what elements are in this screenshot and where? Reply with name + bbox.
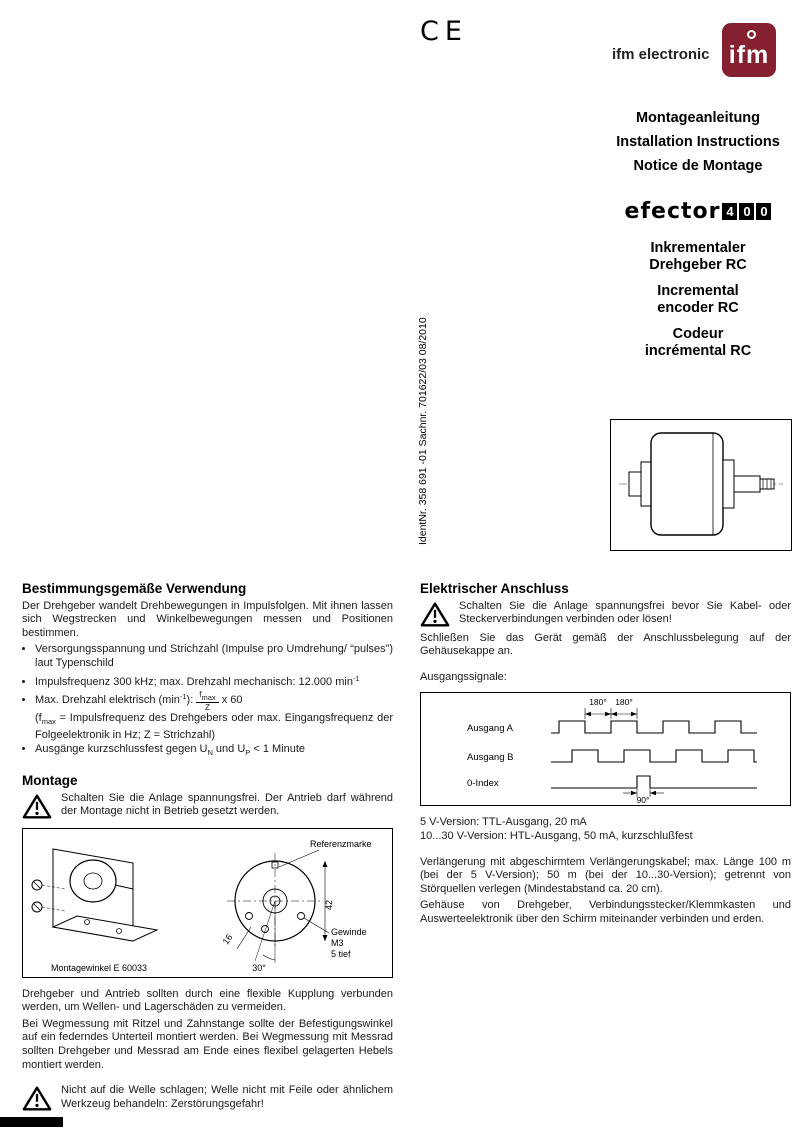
product-name-line: Drehgeber RC	[649, 257, 747, 273]
warning-icon	[22, 1085, 52, 1112]
label-5tief: 5 tief	[331, 948, 351, 959]
ifm-logo-ring-icon	[747, 30, 756, 39]
warning-text: Schalten Sie die Anlage spannungsfrei bevor Sie Kabel- oder Steckerverbindungen verbinden oder lösen!	[459, 599, 791, 626]
title-german: Montageanleitung	[635, 110, 761, 126]
page-corner-mark	[0, 1117, 63, 1127]
product-name-line: Codeur	[672, 326, 724, 342]
label-90: 90°	[636, 795, 650, 806]
product-image-figure	[610, 419, 792, 551]
label-referenzmarke: Referenzmarke	[310, 838, 372, 849]
fraction-fmax-z	[196, 691, 218, 713]
bullet-text: x 60	[221, 694, 243, 707]
bullet-note: = Impulsfrequenz des Drehgebers oder max. Eingangsfrequenz der Folgeelektronik in Hz; Z = Strichzahl)	[35, 712, 393, 741]
efector-logo-digit: 0	[739, 203, 754, 220]
efector-logo	[598, 199, 798, 224]
warning-welle	[22, 1084, 393, 1112]
label-180-right: 180°	[615, 697, 633, 708]
label-m3: M3	[331, 937, 344, 948]
section-title-anschluss: Elektrischer Anschluss	[420, 581, 569, 596]
subscript: max	[201, 692, 216, 702]
label-montagewinkel: Montagewinkel E 60033	[51, 962, 148, 973]
fraction-denominator: Z	[205, 703, 210, 713]
timing-diagram	[421, 693, 790, 805]
bullet-text: < 1 Minute	[250, 743, 306, 756]
bullet-text: und U	[212, 743, 246, 756]
label-0-index: 0-Index	[467, 778, 499, 790]
product-name-line: incrémental RC	[644, 343, 752, 359]
paragraph-kupplung: Drehgeber und Antrieb sollten durch eine flexible Kupplung verbunden werden, um Wellen- und Lagerschäden zu vermeiden.	[22, 987, 393, 1014]
intro-paragraph: Der Drehgeber wandelt Drehbewegungen in Impulsfolgen. Mit ihnen lassen sich Wegstrecken und Winkelbewegungen messen und Positionen bestimmen.	[22, 599, 393, 639]
product-names	[598, 240, 798, 369]
warning-text: Nicht auf die Welle schlagen; Welle nicht mit Feile oder ähnlichem Werkzeug behandeln: Zerstörungsgefahr!	[61, 1084, 393, 1110]
document-titles	[598, 106, 798, 178]
efector-logo-digit: 0	[756, 203, 771, 220]
paragraph-gehaeuse: Gehäuse von Drehgeber, Verbindungsstecker/Klemmkasten und Auswerteelektronik über den Schirm miteinander verbinden und erden.	[420, 899, 791, 925]
feature-list	[22, 643, 393, 760]
mounting-drawing	[23, 829, 392, 977]
bullet-kurzschlussfest	[35, 743, 393, 760]
left-column	[22, 582, 393, 1116]
warning-icon	[420, 601, 450, 628]
label-dimension-16: 16	[220, 931, 235, 946]
product-name-fr	[598, 326, 798, 360]
line-10-30v-version: 10...30 V-Version: HTL-Ausgang, 50 mA, kurzschlußfest	[420, 829, 693, 842]
section-title-montage: Montage	[22, 772, 78, 788]
label-angle-30: 30°	[252, 962, 266, 973]
product-name-line: Incremental	[657, 283, 739, 299]
paragraph-verlaengerung: Verlängerung mit abgeschirmtem Verlängerungskabel; max. Länge 100 m (bei der 5 V-Version); 50 m (bei der 10...30-Version); getrennt von Störquellen verlegen (Mindestabstand ca. 20 cm).	[420, 855, 791, 895]
ce-mark: CE	[420, 16, 468, 47]
bullet-note: (f	[35, 712, 42, 725]
label-gewinde: Gewinde	[331, 926, 367, 937]
ifm-logo	[722, 23, 776, 77]
subscript: max	[41, 717, 56, 727]
bullet-text: Ausgänge kurzschlussfest gegen U	[35, 743, 208, 756]
paragraph-wegmessung: Bei Wegmessung mit Ritzel und Zahnstange sollte der Befestigungswinkel auf ein federndes Unterteil montiert werden. Bei Wegmessung mit Messrad sollten Drehgeber und Messrad am Ende eines flexibel gelagerten Hebels montiert werden.	[22, 1017, 393, 1071]
warning-text: Schalten Sie die Anlage spannungsfrei. Der Antrieb darf während der Montage nicht in Betrieb gesetzt werden.	[61, 791, 393, 818]
label-dimension-42: 42	[324, 899, 334, 910]
title-french: Notice de Montage	[633, 158, 763, 174]
bullet-text: Impulsfrequenz 300 kHz; max. Drehzahl mechanisch: 12.000 min	[35, 675, 353, 688]
bullet-text: Max. Drehzahl elektrisch (min	[35, 694, 180, 707]
mounting-figure	[22, 828, 393, 978]
efector-logo-digit: 4	[722, 203, 737, 220]
product-name-en	[598, 283, 798, 317]
ifm-logo-text: ifm	[728, 41, 770, 69]
label-ausgang-a: Ausgang A	[467, 723, 513, 735]
timing-diagram-figure	[420, 692, 791, 806]
bullet-impulsfrequenz	[35, 672, 393, 690]
warning-icon	[22, 793, 52, 820]
fraction-numerator: f	[199, 689, 202, 699]
subscript: N	[207, 748, 213, 758]
bullet-versorgung: • Versorgungsspannung und Strichzahl (Impulse pro Umdrehung/ “pulses”) laut Typenschild	[35, 643, 393, 670]
subscript: P	[245, 748, 251, 758]
bullet-drehzahl-elektrisch	[35, 690, 393, 742]
document-number-vertical: IdentNr. 358 691 -01 Sachnr. 701622/03 08/2010	[417, 317, 429, 545]
bullet-text: ):	[186, 694, 194, 707]
label-180-left: 180°	[589, 697, 607, 708]
paragraph-anschlussbelegung: Schließen Sie das Gerät gemäß der Anschlussbelegung auf der Gehäusekappe an.	[420, 631, 791, 658]
label-ausgang-b: Ausgang B	[467, 752, 514, 764]
warning-anschluss	[420, 600, 791, 628]
title-english: Installation Instructions	[616, 134, 780, 150]
section-title-verwendung: Bestimmungsgemäße Verwendung	[22, 581, 247, 596]
superscript: -1	[352, 673, 360, 683]
efector-logo-text: efector	[624, 199, 721, 224]
line-5v-version: 5 V-Version: TTL-Ausgang, 20 mA	[420, 816, 587, 829]
right-column	[420, 582, 791, 930]
brand-text: ifm electronic	[612, 46, 710, 63]
product-name-line: Inkrementaler	[650, 240, 746, 256]
superscript: -1	[179, 692, 187, 702]
warning-montage	[22, 792, 393, 820]
product-name-line: encoder RC	[657, 300, 739, 316]
encoder-drawing	[611, 420, 791, 550]
product-name-de	[598, 240, 798, 274]
label-ausgangssignale: Ausgangssignale:	[420, 670, 507, 683]
